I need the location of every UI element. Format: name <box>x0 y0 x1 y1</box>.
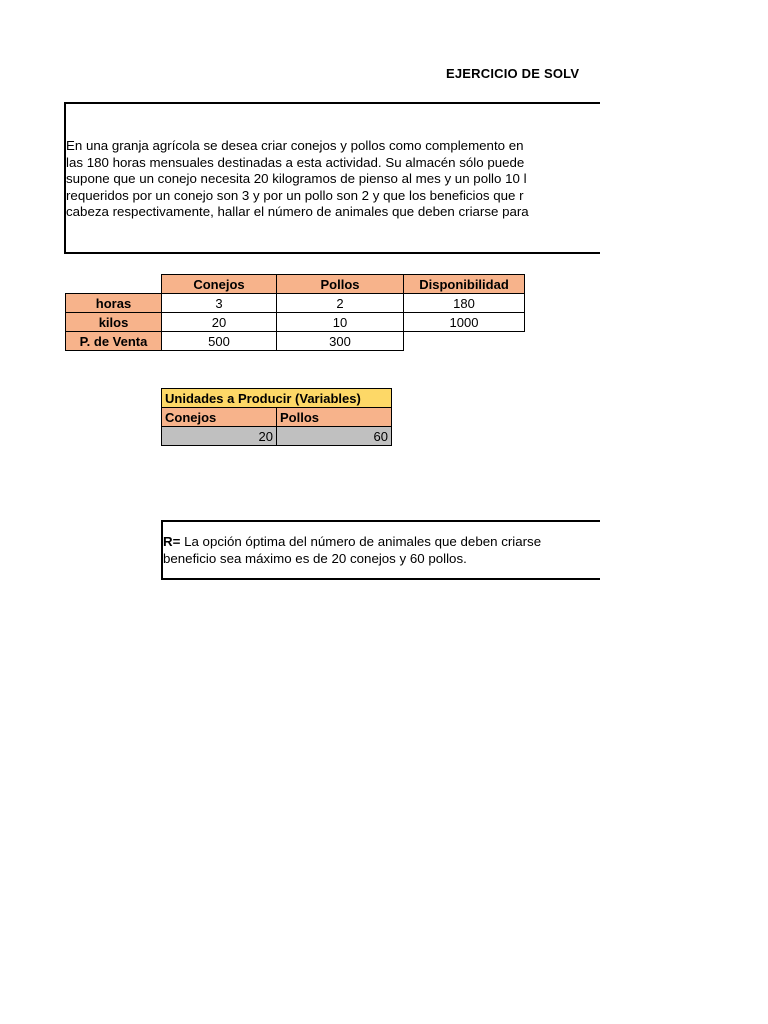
column-header-pollos[interactable]: Pollos <box>277 275 404 294</box>
table-row <box>66 332 525 351</box>
table-row <box>66 313 525 332</box>
units-value-row <box>162 427 392 446</box>
problem-line: las 180 horas mensuales destinadas a esta actividad. Su almacén sólo puede <box>66 154 525 170</box>
page-title: EJERCICIO DE SOLV <box>446 66 580 81</box>
units-header-row <box>162 408 392 427</box>
answer-line: beneficio sea máximo es de 20 conejos y 60 pollos. <box>163 550 467 566</box>
answer-text: La opción óptima del número de animales que deben criarse <box>180 534 542 549</box>
column-header-conejos[interactable]: Conejos <box>162 275 277 294</box>
data-table <box>65 274 525 351</box>
row-label-horas[interactable]: horas <box>66 294 162 313</box>
problem-line: requeridos por un conejo son 3 y por un pollo son 2 y que los beneficios que r <box>66 187 524 203</box>
row-label-kilos[interactable]: kilos <box>66 313 162 332</box>
problem-line: supone que un conejo necesita 20 kilogramos de pienso al mes y un pollo 10 l <box>66 171 527 187</box>
units-value-conejos[interactable]: 20 <box>162 427 277 446</box>
problem-line: cabeza respectivamente, hallar el número de animales que deben criarse para <box>66 204 529 220</box>
empty-cell <box>404 332 525 351</box>
units-header-pollos[interactable]: Pollos <box>277 408 392 427</box>
answer-line <box>163 534 541 551</box>
answer-prefix: R= <box>163 534 181 549</box>
cell-venta-conejos[interactable]: 500 <box>162 332 277 351</box>
cell-kilos-conejos[interactable]: 20 <box>162 313 277 332</box>
cell-horas-conejos[interactable]: 3 <box>162 294 277 313</box>
units-value-pollos[interactable]: 60 <box>277 427 392 446</box>
cell-venta-pollos[interactable]: 300 <box>277 332 404 351</box>
units-title-row <box>162 389 392 408</box>
units-header-conejos[interactable]: Conejos <box>162 408 277 427</box>
problem-line: En una granja agrícola se desea criar conejos y pollos como complemento en <box>66 138 524 153</box>
cell-kilos-pollos[interactable]: 10 <box>277 313 404 332</box>
units-table-title[interactable]: Unidades a Producir (Variables) <box>162 389 392 408</box>
cell-horas-pollos[interactable]: 2 <box>277 294 404 313</box>
column-header-disponibilidad[interactable]: Disponibilidad <box>404 275 525 294</box>
table-header-row <box>66 275 525 294</box>
units-to-produce-table <box>161 388 392 446</box>
row-label-precio-venta[interactable]: P. de Venta <box>66 332 162 351</box>
cell-horas-disponibilidad[interactable]: 180 <box>404 294 525 313</box>
cell-kilos-disponibilidad[interactable]: 1000 <box>404 313 525 332</box>
table-corner-cell <box>66 275 162 294</box>
table-row <box>66 294 525 313</box>
